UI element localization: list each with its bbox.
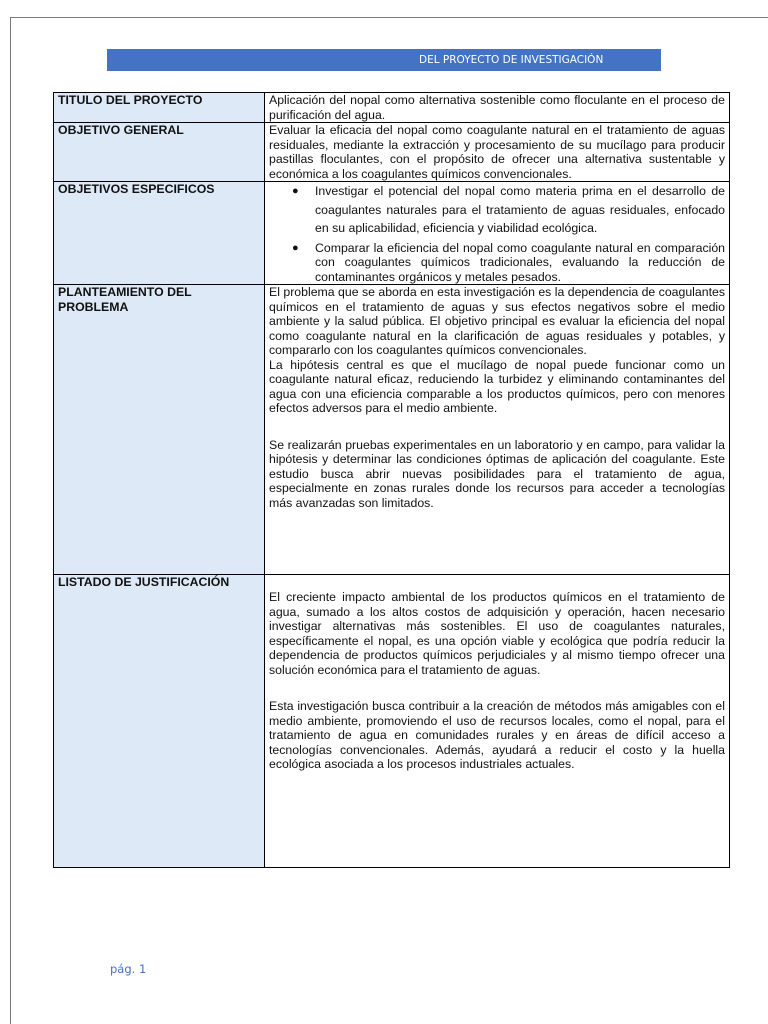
table-row-objetivos-especificos — [54, 182, 730, 285]
paragraph: Se realizarán pruebas experimentales en un laboratorio y en campo, para validar la hipótesis y determinar las condiciones óptimas de aplicación del coagulante. Este estudio busca abrir nuevas posibilidades para el tratamiento de agua, especialmente en zonas rurales donde los recursos para acceder a tecnologías más avanzadas son limitados. — [269, 437, 725, 510]
document-header-bar — [107, 49, 661, 71]
label-objetivos-especificos: OBJETIVOS ESPECIFICOS — [54, 182, 265, 285]
table-row-planteamiento — [54, 285, 730, 575]
label-objetivo-general: OBJETIVO GENERAL — [54, 123, 265, 182]
label-titulo: TITULO DEL PROYECTO — [54, 93, 265, 123]
page-border-top — [10, 17, 768, 18]
content-objetivos-especificos — [265, 182, 730, 285]
paragraph: El problema que se aborda en esta investigación es la dependencia de coagulantes químicos en el tratamiento de aguas y sus efectos negativos sobre el medio ambiente y la salud pública. El objetivo principal es evaluar la eficiencia del nopal como coagulante natural en la clarificación de aguas residuales y potables, y compararlo con los coagulantes químicos convencionales. — [269, 285, 725, 357]
project-info-table — [53, 92, 730, 868]
paragraph: El creciente impacto ambiental de los productos químicos en el tratamiento de agua, sumado a los altos costos de adquisición y operación, hacen necesario investigar alternativas más sostenibles. El uso de coagulantes naturales, específicamente el nopal, es una opción viable y ecológica que podría reducir la dependencia de productos químicos perjudiciales y al mismo tiempo ofrecer una solución económica para el tratamiento de aguas. — [269, 590, 725, 677]
table-row-titulo — [54, 93, 730, 123]
table-row-objetivo-general — [54, 123, 730, 182]
content-titulo: Aplicación del nopal como alternativa sostenible como floculante en el proceso de purificación del agua. — [265, 93, 730, 123]
label-justificacion: LISTADO DE JUSTIFICACIÓN — [54, 575, 265, 868]
bullet-icon: ● — [292, 185, 299, 197]
paragraph: Esta investigación busca contribuir a la creación de métodos más amigables con el medio ambiente, promoviendo el uso de recursos locales, como el nopal, para el tratamiento de agua en comunidades rurales y en áreas de difícil acceso a tecnologías convencionales. Además, ayudará a reducir el costo y la huella ecológica asociada a los procesos industriales actuales. — [269, 699, 725, 771]
list-item — [292, 182, 725, 238]
content-objetivo-general: Evaluar la eficacia del nopal como coagulante natural en el tratamiento de aguas residuales, mediante la extracción y procesamiento de su mucílago para producir pastillas floculantes, con el propósito de ofrecer una alternativa sustentable y económica a los coagulantes químicos convencionales. — [265, 123, 730, 182]
document-header-title: DEL PROYECTO DE INVESTIGACIÓN — [419, 54, 604, 66]
objetivo-text: Comparar la eficiencia del nopal como coagulante natural en comparación con coagulantes químicos tradicionales, evaluando la reducción de contaminantes orgánicos y metales pesados. — [315, 240, 725, 284]
page-number: pág. 1 — [110, 962, 147, 976]
page-border-left — [10, 17, 11, 1024]
list-item — [292, 240, 725, 285]
objetivo-text: Investigar el potencial del nopal como materia prima en el desarrollo de coagulantes naturales para el tratamiento de aguas residuales, enfocado en su aplicabilidad, eficiencia y viabilidad ecológica. — [315, 184, 725, 235]
paragraph: La hipótesis central es que el mucílago de nopal puede funcionar como un coagulante natural eficaz, reduciendo la turbidez y eliminando contaminantes del agua con una eficiencia comparable a los productos químicos, pero con menores efectos adversos para el medio ambiente. — [269, 357, 725, 415]
bullet-icon: ● — [292, 241, 299, 254]
objetivos-list — [269, 182, 725, 284]
content-planteamiento — [265, 285, 730, 575]
content-justificacion — [265, 575, 730, 868]
table-row-justificacion — [54, 575, 730, 868]
label-planteamiento: PLANTEAMIENTO DEL PROBLEMA — [54, 285, 265, 575]
